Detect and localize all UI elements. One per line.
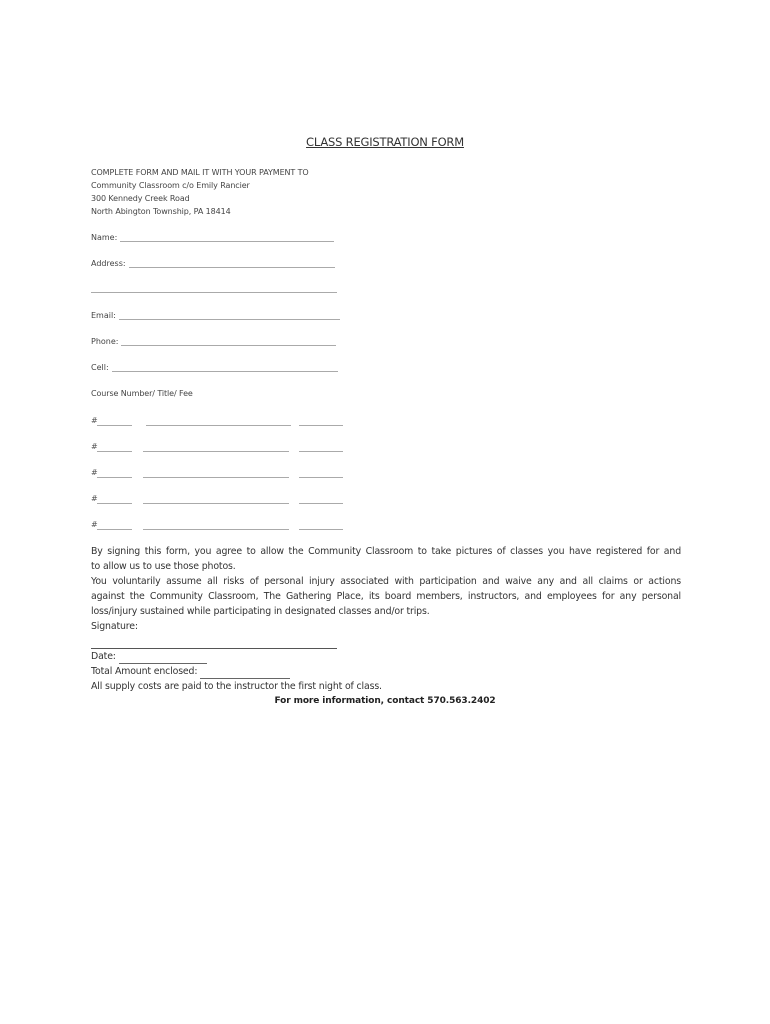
signature-block xyxy=(91,619,382,694)
signature-line[interactable] xyxy=(91,639,337,649)
form-title: CLASS REGISTRATION FORM xyxy=(306,135,464,149)
photo-consent-line-2: to allow us to use those photos. xyxy=(91,561,236,572)
name-label: Name: xyxy=(91,233,118,242)
course-number-prefix: # xyxy=(91,416,98,425)
course-fee-line[interactable] xyxy=(299,528,343,530)
course-title-line[interactable] xyxy=(143,502,289,504)
email-field-line[interactable] xyxy=(119,313,340,320)
course-number-prefix: # xyxy=(91,520,98,529)
course-number-line[interactable] xyxy=(97,476,132,478)
photo-consent-line-1: By signing this form, you agree to allow the Community Classroom to take pictures of classes you have registered for and xyxy=(91,546,681,557)
course-title-line[interactable] xyxy=(143,476,289,478)
contact-info: For more information, contact 570.563.2402 xyxy=(274,696,496,706)
address-field-line-2[interactable] xyxy=(91,286,337,293)
signature-label: Signature: xyxy=(91,621,138,632)
course-number-prefix: # xyxy=(91,442,98,451)
phone-field-line[interactable] xyxy=(121,339,336,346)
course-number-line[interactable] xyxy=(97,528,132,530)
course-fee-line[interactable] xyxy=(299,476,343,478)
mail-instructions-heading: COMPLETE FORM AND MAIL IT WITH YOUR PAYMENT TO xyxy=(91,168,309,177)
course-row xyxy=(91,416,346,428)
name-field-row xyxy=(91,233,334,242)
course-row xyxy=(91,468,346,480)
mail-recipient: Community Classroom c/o Emily Rancier xyxy=(91,181,250,190)
course-number-prefix: # xyxy=(91,468,98,477)
course-number-prefix: # xyxy=(91,494,98,503)
mail-street: 300 Kennedy Creek Road xyxy=(91,194,190,203)
course-row xyxy=(91,494,346,506)
phone-label: Phone: xyxy=(91,337,119,346)
date-line[interactable] xyxy=(119,654,207,664)
course-number-line[interactable] xyxy=(97,424,132,426)
course-fee-line[interactable] xyxy=(299,424,343,426)
cell-label: Cell: xyxy=(91,363,109,372)
date-label: Date: xyxy=(91,651,116,662)
course-row xyxy=(91,442,346,454)
cell-field-row xyxy=(91,363,338,372)
waiver-line-1: You voluntarily assume all risks of personal injury associated with participation and waive any and all claims or actions xyxy=(91,576,681,587)
course-fee-line[interactable] xyxy=(299,450,343,452)
address-field-line-1[interactable] xyxy=(129,261,335,268)
course-title-line[interactable] xyxy=(143,528,289,530)
course-row xyxy=(91,520,346,532)
course-section-heading: Course Number/ Title/ Fee xyxy=(91,389,193,398)
course-number-line[interactable] xyxy=(97,502,132,504)
phone-field-row xyxy=(91,337,336,346)
total-amount-line[interactable] xyxy=(200,669,290,679)
waiver-line-2: against the Community Classroom, The Gathering Place, its board members, instructors, and employees for any personal xyxy=(91,591,681,602)
supply-costs-note: All supply costs are paid to the instructor the first night of class. xyxy=(91,681,382,692)
name-field-line[interactable] xyxy=(120,235,334,242)
address-field-row xyxy=(91,259,335,268)
course-title-line[interactable] xyxy=(143,450,289,452)
consent-paragraph xyxy=(91,544,681,619)
course-number-line[interactable] xyxy=(97,450,132,452)
course-title-line[interactable] xyxy=(146,424,291,426)
email-label: Email: xyxy=(91,311,116,320)
email-field-row xyxy=(91,311,340,320)
course-fee-line[interactable] xyxy=(299,502,343,504)
waiver-line-3: loss/injury sustained while participating in designated classes and/or trips. xyxy=(91,606,430,617)
address-line-2-row xyxy=(91,286,337,293)
address-label: Address: xyxy=(91,259,126,268)
mail-city-state-zip: North Abington Township, PA 18414 xyxy=(91,207,231,216)
cell-field-line[interactable] xyxy=(112,365,338,372)
total-amount-label: Total Amount enclosed: xyxy=(91,666,198,677)
